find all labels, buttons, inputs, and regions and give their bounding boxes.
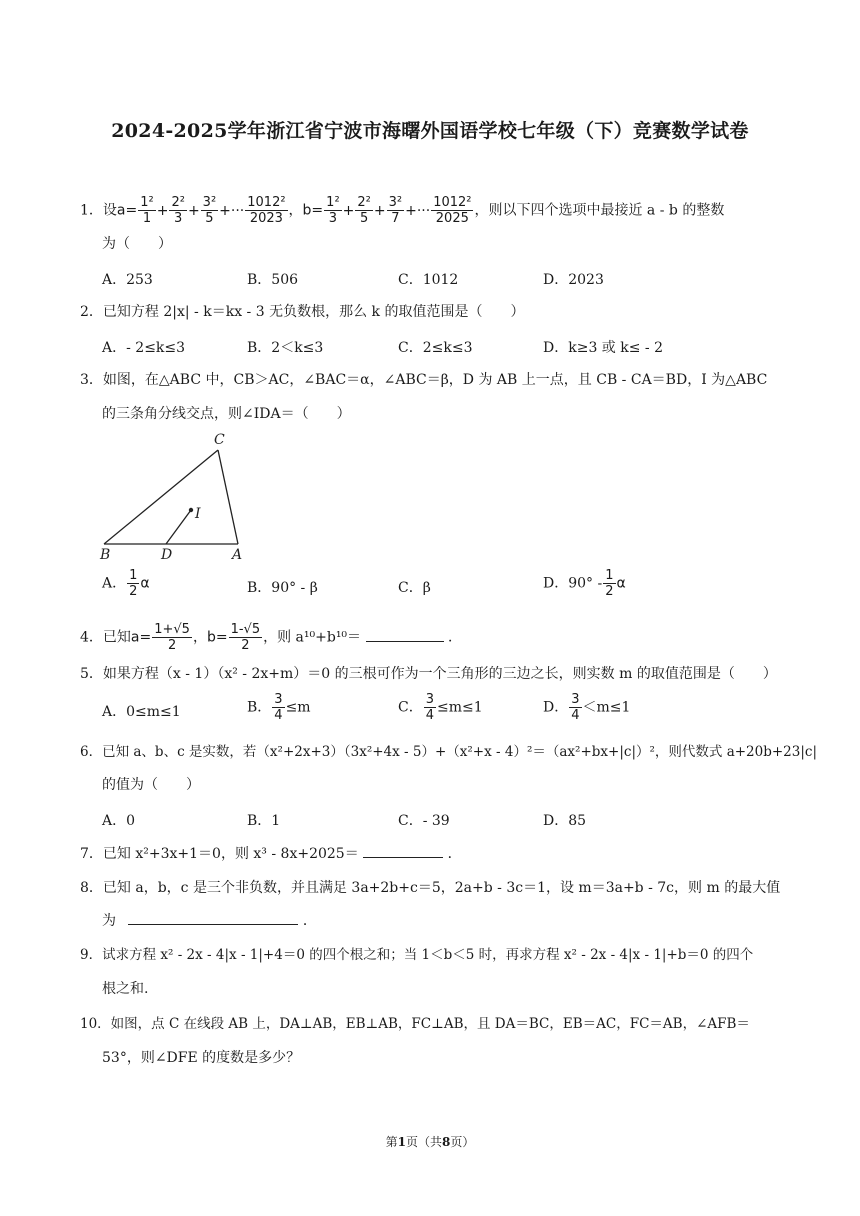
option-b[interactable]: B．506	[247, 272, 299, 288]
segment-di	[166, 510, 191, 544]
option-b[interactable]: B． $\frac{3}{4}$ ≤m	[247, 692, 311, 723]
point-i	[189, 508, 193, 512]
question-9: 9．试求方程 x² - 2x - 4|x - 1|+4＝0 的四个根之和；当 1＜b＜5 时，再求方程 x² - 2x - 4|x - 1|+b＝0 的四个	[80, 947, 754, 963]
question-10-line2: 53°，则∠DFE 的度数是多少？	[102, 1050, 301, 1066]
question-8: 8．已知 a，b，c 是三个非负数，并且满足 3a+2b+c＝5，2a+b - 3c＝1，设 m＝3a+b - 7c，则 m 的最大值	[80, 880, 781, 896]
question-9-line2: 根之和.	[102, 981, 149, 997]
question-7: 7．已知 x²+3x+1＝0，则 x³ - 8x+2025＝ ．	[80, 846, 462, 862]
option-d[interactable]: D． $\frac{3}{4}$ ＜m≤1	[543, 692, 631, 723]
option-d[interactable]: D．2023	[543, 272, 604, 288]
option-b[interactable]: B．2＜k≤3	[247, 340, 324, 356]
option-b[interactable]: B．90° - β	[247, 580, 318, 596]
ellipsis: +···	[219, 202, 245, 219]
side-ca	[218, 450, 238, 544]
option-d[interactable]: D．85	[543, 813, 587, 829]
option-c[interactable]: C．1012	[398, 272, 459, 288]
fraction-term: $\frac{\text{1²}}{3}$	[326, 195, 340, 226]
q1-b-sum: $\frac{\text{1²}}{3}$ + $\frac{\text{2²}}{5}$ + $\frac{\text{3²}}{7}$ +··· $\frac{\text{1012²}}{2025}$	[326, 195, 472, 226]
label-b: B	[100, 547, 111, 563]
option-c[interactable]: C． $\frac{3}{4}$ ≤m≤1	[398, 692, 483, 723]
triangle-figure	[96, 428, 256, 564]
question-8-line2: 为 ．	[102, 913, 317, 929]
option-a[interactable]: A．- 2≤k≤3	[102, 340, 186, 356]
page-footer: 第1页（共8页）	[385, 1135, 475, 1149]
fraction-term: $\frac{\text{1²}}{1}$	[140, 195, 154, 226]
option-d[interactable]: D．90° - $\frac{1}{2}$ α	[543, 568, 626, 599]
fraction-term: $\frac{\text{1012²}}{2025}$	[433, 195, 472, 226]
option-a[interactable]: A．0	[102, 813, 136, 829]
q1-a-sum: $\frac{\text{1²}}{1}$ + $\frac{\text{2²}}{3}$ + $\frac{\text{3²}}{5}$ +··· $\frac{\text{1012²}}{2023}$	[140, 195, 286, 226]
answer-blank[interactable]	[363, 845, 443, 858]
fraction-term: $\frac{\text{2²}}{3}$	[171, 195, 185, 226]
question-3-line2: 的三条角分线交点，则∠IDA＝（ ）	[102, 406, 351, 422]
fraction-term: $\frac{\text{2²}}{5}$	[357, 195, 371, 226]
option-a[interactable]: A． $\frac{1}{2}$ α	[102, 568, 150, 599]
question-6-line2: 的值为（ ）	[102, 777, 200, 793]
page-title: 2024-2025学年浙江省宁波市海曙外国语学校七年级（下）竞赛数学试卷	[111, 120, 749, 142]
label-c: C	[214, 432, 225, 448]
label-d: D	[161, 547, 173, 563]
option-a[interactable]: A．0≤m≤1	[102, 704, 181, 720]
question-3: 3．如图，在△ABC 中，CB＞AC，∠BAC＝α，∠ABC＝β，D 为 AB 上一点，且 CB - CA＝BD，I 为△ABC	[80, 372, 768, 388]
option-b[interactable]: B．1	[247, 813, 281, 829]
question-5: 5．如果方程（x - 1）（x² - 2x+m）＝0 的三根可作为一个三角形的三边之长，则实数 m 的取值范围是（ ）	[80, 666, 777, 682]
question-1: 1．设a= $\frac{\text{1²}}{1}$ + $\frac{\text{2²}}{3}$ + $\frac{\text{3²}}{5}$ +··· $\frac{\text{1012²}}{2023}$ ，b= $\frac{\text{1²}}{3}$ + $\frac{\text{2²}}{5}$ + $\frac{\text{3²}}{7}$ +··· $\frac{\text{1012²}}{2025}$ ，则以下四个选项中最接近 a - b 的整数	[80, 195, 725, 226]
label-a: A	[232, 547, 243, 563]
fraction-term: $\frac{\text{3²}}{7}$	[388, 195, 403, 226]
answer-blank[interactable]	[366, 629, 444, 642]
question-6: 6．已知 a、b、c 是实数，若（x²+2x+3）（3x²+4x - 5）+（x²+x - 4）²＝（ax²+bx+|c|）²，则代数式 a+20b+23|c|	[80, 744, 818, 760]
side-bc	[104, 450, 218, 544]
question-4: 4．已知a= $\frac{1+√5}{2}$ ，b= $\frac{1-√5}{2}$ ，则 a¹⁰+b¹⁰＝ ．	[80, 622, 462, 653]
question-2: 2．已知方程 2|x| - k＝kx - 3 无负数根，那么 k 的取值范围是（ ）	[80, 304, 525, 320]
fraction-term: $\frac{\text{3²}}{5}$	[202, 195, 217, 226]
ellipsis: +···	[405, 202, 431, 219]
option-d[interactable]: D．k≥3 或 k≤ - 2	[543, 340, 663, 356]
option-c[interactable]: C．- 39	[398, 813, 450, 829]
question-1-line2: 为（ ）	[102, 236, 172, 252]
answer-blank[interactable]	[128, 912, 298, 925]
option-a[interactable]: A．253	[102, 272, 153, 288]
option-c[interactable]: C．β	[398, 580, 431, 596]
label-i: I	[195, 506, 201, 522]
option-c[interactable]: C．2≤k≤3	[398, 340, 473, 356]
fraction-term: $\frac{\text{1012²}}{2023}$	[247, 195, 286, 226]
question-10: 10．如图，点 C 在线段 AB 上，DA⊥AB，EB⊥AB，FC⊥AB，且 DA＝BC，EB＝AC，FC＝AB，∠AFB＝	[80, 1016, 750, 1032]
